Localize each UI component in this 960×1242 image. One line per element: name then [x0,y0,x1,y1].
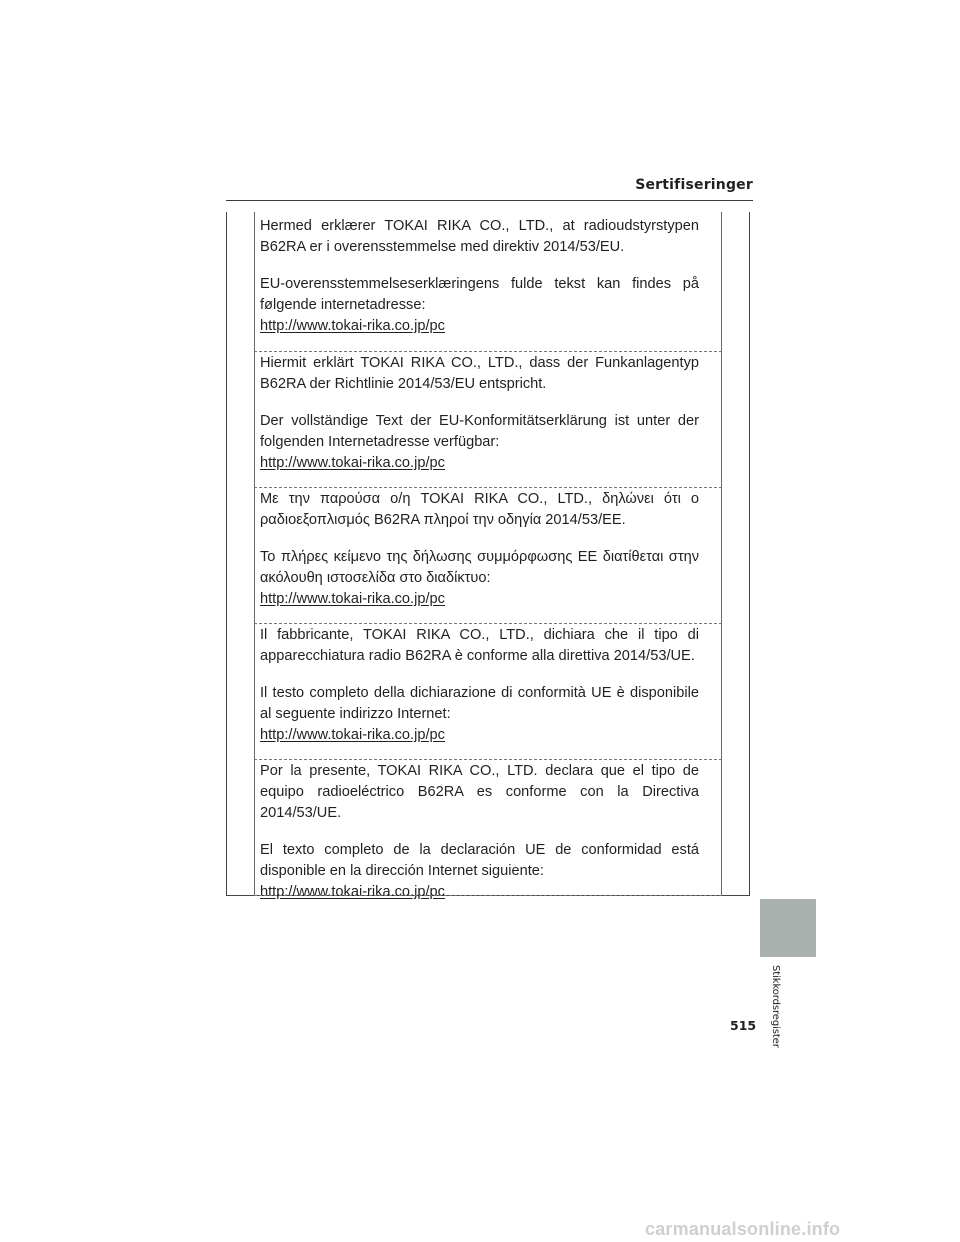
declaration-block-de [260,353,699,474]
index-thumb-tab[interactable] [760,899,816,957]
declaration-availability: Der vollständige Text der EU-Konformitätserklärung ist unter der folgenden Internetadresse verfügbar: [260,413,699,450]
index-tab-label: Stikkordsregister [770,965,781,1048]
declaration-statement: Hiermit erklärt TOKAI RIKA CO., LTD., dass der Funkanlagentyp B62RA der Richtlinie 2014/53/EU entspricht. [260,355,699,392]
block-separator [254,351,722,352]
block-separator [254,623,722,624]
declaration-statement: Με την παρούσα ο/η TOKAI RIKA CO., LTD., δηλώνει ότι ο ραδιοεξοπλισμός B62RA πληροί την οδηγία 2014/53/ΕΕ. [260,491,699,528]
block-separator [254,895,722,896]
frame-inner-right-rule [721,212,722,895]
declaration-availability: Il testo completo della dichiarazione di conformità UE è disponibile al seguente indirizzo Internet: [260,685,699,722]
declaration-statement: Hermed erklærer TOKAI RIKA CO., LTD., at radioudstyrstypen B62RA er i overensstemmelse med direktiv 2014/53/EU. [260,218,699,255]
declaration-block-es [260,761,699,903]
declaration-block-it [260,625,699,746]
frame-inner-left-rule [254,212,255,895]
block-separator [254,759,722,760]
section-title: Sertifiseringer [635,177,753,193]
declaration-url-link[interactable]: http://www.tokai-rika.co.jp/pc [260,884,445,900]
block-separator [254,487,722,488]
page-number: 515 [730,1018,757,1033]
declaration-block-el [260,489,699,610]
declaration-block-da [260,216,699,337]
watermark: carmanualsonline.info [645,1219,841,1239]
declaration-statement: Por la presente, TOKAI RIKA CO., LTD. declara que el tipo de equipo radioeléctrico B62RA es conforme con la Directiva 2014/53/UE. [260,763,699,821]
declaration-availability: EU-overensstemmelseserklæringens fulde tekst kan findes på følgende internetadresse: [260,276,699,313]
declaration-statement: Il fabbricante, TOKAI RIKA CO., LTD., dichiara che il tipo di apparecchiatura radio B62RA è conforme alla direttiva 2014/53/UE. [260,627,699,664]
declaration-url-link[interactable]: http://www.tokai-rika.co.jp/pc [260,318,445,334]
declaration-url-link[interactable]: http://www.tokai-rika.co.jp/pc [260,455,445,471]
page-header [226,176,753,201]
declaration-url-link[interactable]: http://www.tokai-rika.co.jp/pc [260,591,445,607]
declaration-url-link[interactable]: http://www.tokai-rika.co.jp/pc [260,727,445,743]
declaration-availability: Το πλήρες κείμενο της δήλωσης συμμόρφωσης ΕΕ διατίθεται στην ακόλουθη ιστοσελίδα στο διαδίκτυο: [260,549,699,586]
declaration-availability: El texto completo de la declaración UE de conformidad está disponible en la dirección Internet siguiente: [260,842,699,879]
